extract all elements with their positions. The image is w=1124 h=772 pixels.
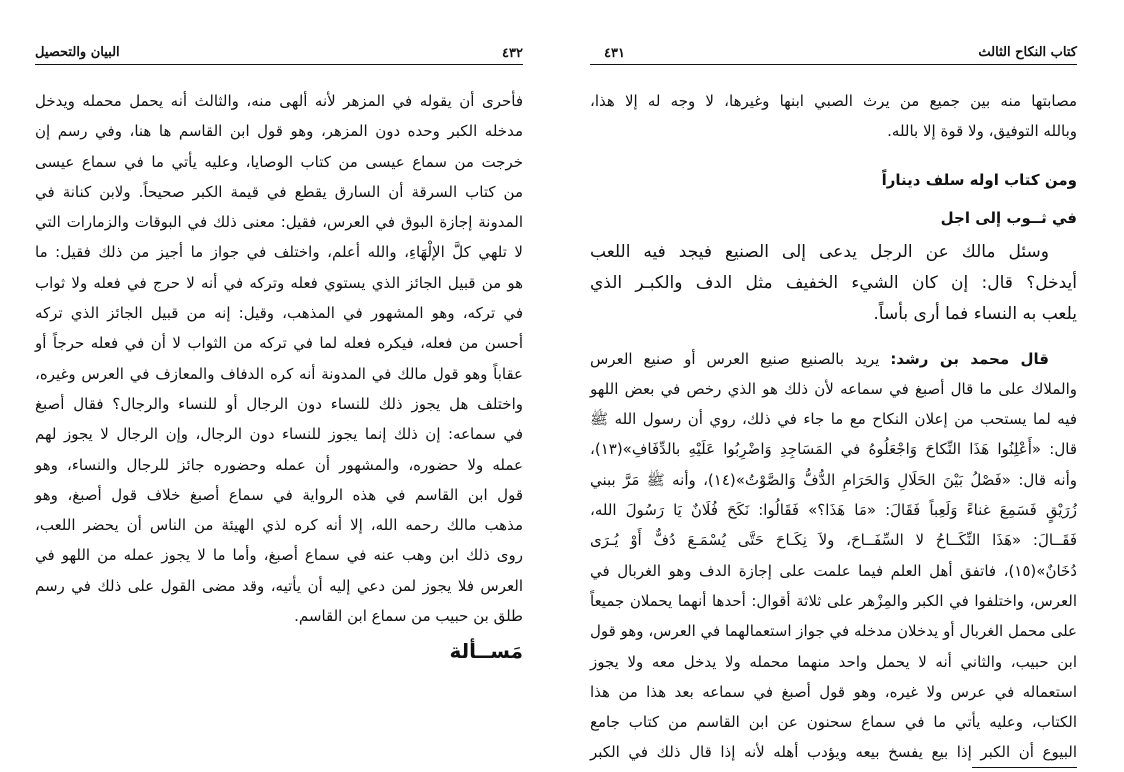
text-line: وبالله التوفيق، ولا قوة إلا بالله. xyxy=(887,122,1077,141)
running-title: كتاب النكاح الثالث xyxy=(978,45,1077,60)
text-line: وسئل مالك عن الرجل يدعى إلى الصنيع فيجد فيه اللعب xyxy=(590,241,1049,262)
text-line: مذهب مالك رحمه الله، إلا أنه كره لذي الهيئة من الناس أن يحضر اللعب، xyxy=(35,516,523,535)
page-number: ٤٣٢ xyxy=(502,46,523,61)
text-line: فأحرى أن يقوله في المزهر لأنه ألهى منه، والثالث أنه يحمل محمله ويدخل xyxy=(35,92,523,110)
text-line: عمله ولا حضوره، والمشهور أن عمله وحضوره جائز للرجال والنساء، وهو xyxy=(35,455,523,474)
text-line: العرس فلا يجوز لمن دعي إليه أن يأتيه، وقد مضى القول على ذلك في رسم xyxy=(35,576,523,595)
footnote-separator xyxy=(972,767,1077,768)
chapter-subheading: في ثــوب إلى اجل xyxy=(940,208,1077,227)
right-page xyxy=(590,0,1077,772)
text-line: أيدخل؟ قال: إن كان الشيء الخفيف مثل الدف والكبـر الذي xyxy=(590,272,1077,293)
text-line: قول ابن القاسم في هذه الرواية في سماع أصبغ خلاف قول أصبغ، وهو xyxy=(35,485,523,504)
right-body-text xyxy=(590,86,1077,768)
text-line: يلعب به النساء فما أرى بأساً. xyxy=(873,303,1077,324)
right-running-head xyxy=(590,44,1077,65)
text-line: مدخله الكبر وحده دون المزهر، وهو قول ابن القاسم ها هنا، وفي رسم إن xyxy=(35,122,523,141)
text-line: زُرَيْقٍ فَسَمِعَ غناءً وَلَعِباً فَقَالَ: «مَا هَذَا؟» فَقَالُوا: نَكَحَ فُلَانٌ يَا رَسُولَ الله، xyxy=(590,501,1077,520)
text-line: طلق بن حبيب من سماع ابن القاسم. xyxy=(294,607,523,626)
question-block xyxy=(590,237,1077,330)
text-line: هو من قبيل الجائز الذي يستوي فعله وتركه في أنه لا حرج في فعله ولا ثواب xyxy=(35,273,523,292)
text-line: قال محمد بن رشد: يريد بالصنيع صنيع العرس أو صنيع العرس xyxy=(590,349,1049,368)
commentary-author: قال محمد بن رشد: xyxy=(890,349,1049,368)
text-line: أحسن من فعله، فيكره فعله لما في تركه من الثواب لا أن في فعله حرجاً أو xyxy=(35,334,523,353)
text-line: من كتاب السرقة أن السارق يقطع في قيمة الكبر صحيحاً. ولابن كنانة في xyxy=(35,182,523,201)
page-number: ٤٣١ xyxy=(604,46,625,61)
text-line: فيه لما يستحب من إعلان النكاح مع ما جاء في ذلك، روي أن رسول الله ﷺ xyxy=(590,410,1077,429)
text-line: فَقَــالَ: «هَذَا النِّكَــاحُ لا السِّفَــاحَ، ولاَ نِكَـاحَ حَتَّى يُسْمَـعَ دُفٌّ أَوْ يُـرَى xyxy=(590,531,1077,550)
text-line: دُخَانٌ»(١٥)، فاتفق أهل العلم فيما علمت على إجازة الدف وهو الغربال في xyxy=(590,561,1077,580)
text-line: مصابتها منه بين جميع من يرث الصبي ابنها وغيرها، لا وجه له إلا هذا، xyxy=(590,92,1077,110)
text-line: وأنه قال: «فَصْلُ بَيْنَ الحَلَالِ وَالحَرَامِ الدُّفُّ وَالصَّوْتُ»(١٤)، وأنه ﷺ مَرَّ ببني xyxy=(590,470,1077,489)
text-line: على محمل الغربال أو يدخلان مدخله في جواز استعمالهما في العرس، وهو قول xyxy=(590,622,1077,641)
running-title: البيان والتحصيل xyxy=(35,45,120,60)
left-body-text xyxy=(35,86,523,671)
text-line: في تركه، وهو المشهور في المذهب، وقيل: إنه من قبيل الجائز الذي تركه xyxy=(35,304,523,323)
chapter-heading: ومن كتاب اوله سلف ديناراً xyxy=(881,170,1077,189)
text-line: عقاباً وهو قول مالك في المدونة أنه كره الدفاف والمعازف في العرس وغيره، xyxy=(35,364,523,383)
text-line: روى ذلك ابن وهب عنه في سماع أصبغ، وأما ما لا يجوز عمله من اللهو في xyxy=(35,546,523,565)
text-line: في سماعه: إن ذلك إنما يجوز للنساء دون الرجال، وإن الرجال لا يجوز لهم xyxy=(35,425,523,444)
section-heading: مَســألة xyxy=(449,639,523,664)
text-line: قال: «أَعْلِنُوا هَذَا النِّكاحَ وَاجْعَلُوهُ في المَسَاجِدِ وَاضْرِبُوا عَلَيْهِ بالدِّفَافِ»(١٣)، xyxy=(590,440,1077,459)
text-line: العرس، واختلفوا في الكبر والمِزْهر على ثلاثة أقوال: أحدها أنهما يحملان جميعاً xyxy=(590,591,1077,610)
text-line: خرجت من سماع عيسى من كتاب الوصايا، وعليه يأتي ما في سماع عيسى xyxy=(35,152,523,171)
text-line: البيوع أن الكبر إذا بيع يفسخ بيعه ويؤدب أهله لأنه إذا قال ذلك في الكبر xyxy=(590,743,1077,762)
text-line: لا تلهي كلَّ الإلْهَاءِ، والله أعلم، واختلف في جواز ما أجيز من ذلك فقيل: ما xyxy=(35,243,523,262)
text-line: استعماله في عرس ولا غيره، وهو قول أصبغ في سماعه بعد هذا من هذا xyxy=(590,682,1077,701)
text-line: الكتاب، وعليه يأتي ما في سماع سحنون عن ابن القاسم من كتاب جامع xyxy=(590,713,1077,732)
text-line: والملاك على ما قال أصبغ في سماعه لأن ذلك هو الذي رخص في بعض اللهو xyxy=(590,379,1077,398)
left-page xyxy=(35,0,523,772)
text-line: المدونة إجازة البوق في العرس، فقيل: معنى ذلك في البوقات والزمارات التي xyxy=(35,213,523,232)
text-line: ابن حبيب، والثاني أنه لا يحمل واحد منهما محمله ولا يدخل معه ولا يجوز xyxy=(590,652,1077,671)
text-line: واختلف هل يجوز ذلك للنساء دون الرجال أو للنساء والرجال؟ فقال أصبغ xyxy=(35,394,523,413)
left-running-head xyxy=(35,44,523,65)
